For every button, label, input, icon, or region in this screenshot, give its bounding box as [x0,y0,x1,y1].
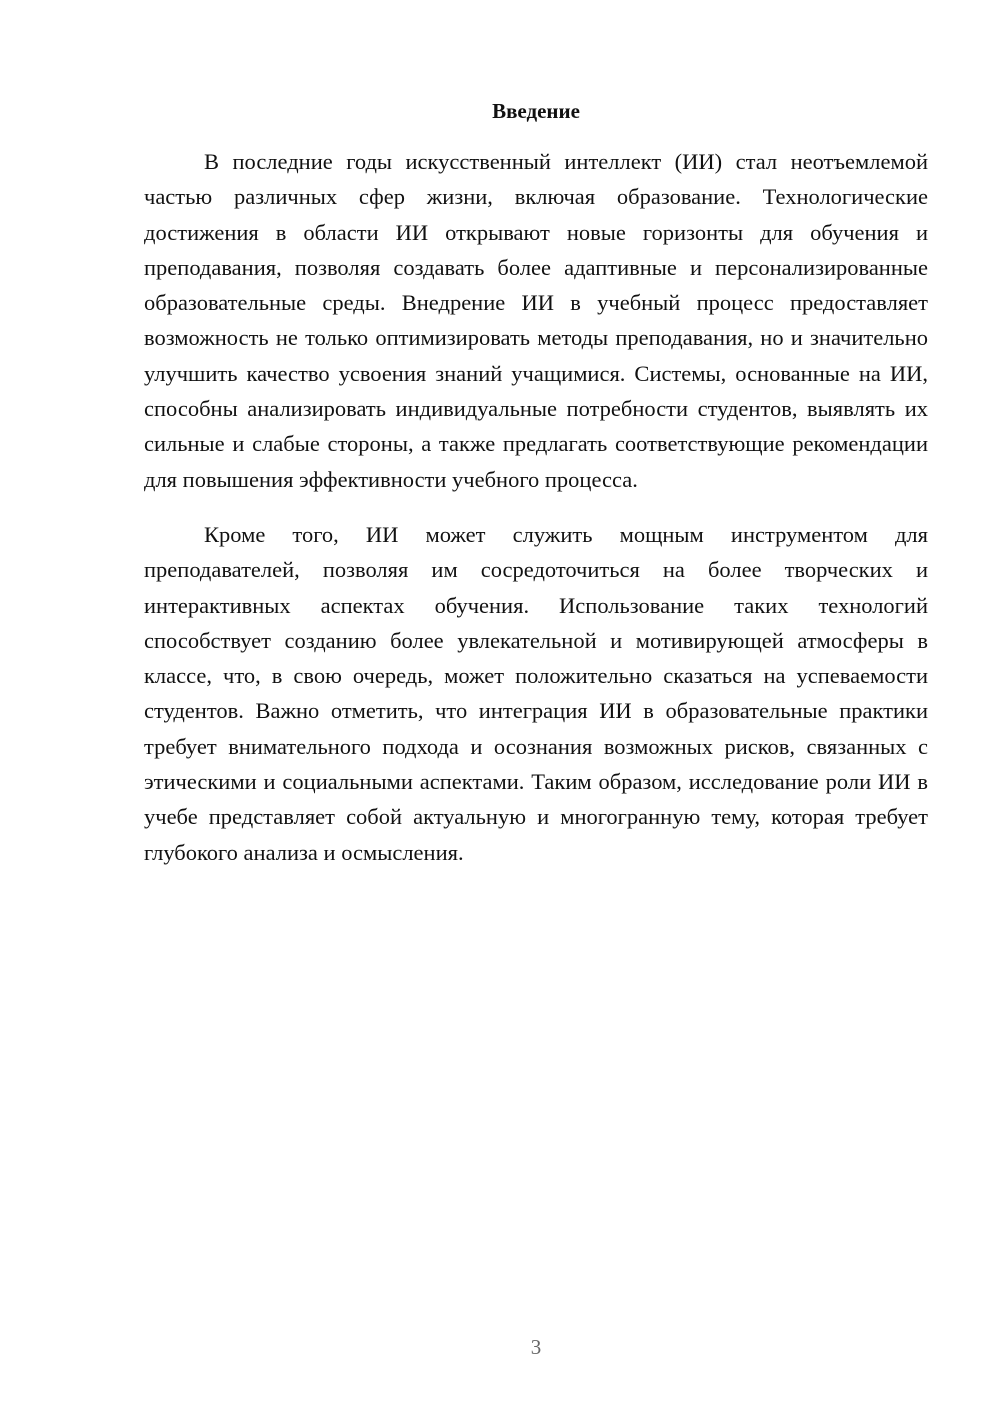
page-content [144,96,928,870]
paragraph-2: Кроме того, ИИ может служить мощным инструментом для преподавателей, позволяя им сосредоточиться на более творческих и интерактивных аспектах обучения. Использование таких технологий способствует созданию более увлекательной и мотивирующей атмосферы в классе, что, в свою очередь, может положительно сказаться на успеваемости студентов. Важно отметить, что интеграция ИИ в образовательные практики требует внимательного подхода и осознания возможных рисков, связанных с этическими и социальными аспектами. Таким образом, исследование роли ИИ в учебе представляет собой актуальную и многогранную тему, которая требует глубокого анализа и осмысления. [144,521,928,865]
paragraph-1: В последние годы искусственный интеллект (ИИ) стал неотъемлемой частью различных сфер жизни, включая образование. Технологические достижения в области ИИ открывают новые горизонты для обучения и преподавания, позволяя создавать более адаптивные и персонализированные образовательные среды. Внедрение ИИ в учебный процесс предоставляет возможность не только оптимизировать методы преподавания, но и значительно улучшить качество усвоения знаний учащимися. Системы, основанные на ИИ, способны анализировать индивидуальные потребности студентов, выявлять их сильные и слабые стороны, а также предлагать соответствующие рекомендации для повышения эффективности учебного процесса. [144,149,928,492]
section-title: Введение [492,99,580,123]
page-number: 3 [530,1335,542,1359]
